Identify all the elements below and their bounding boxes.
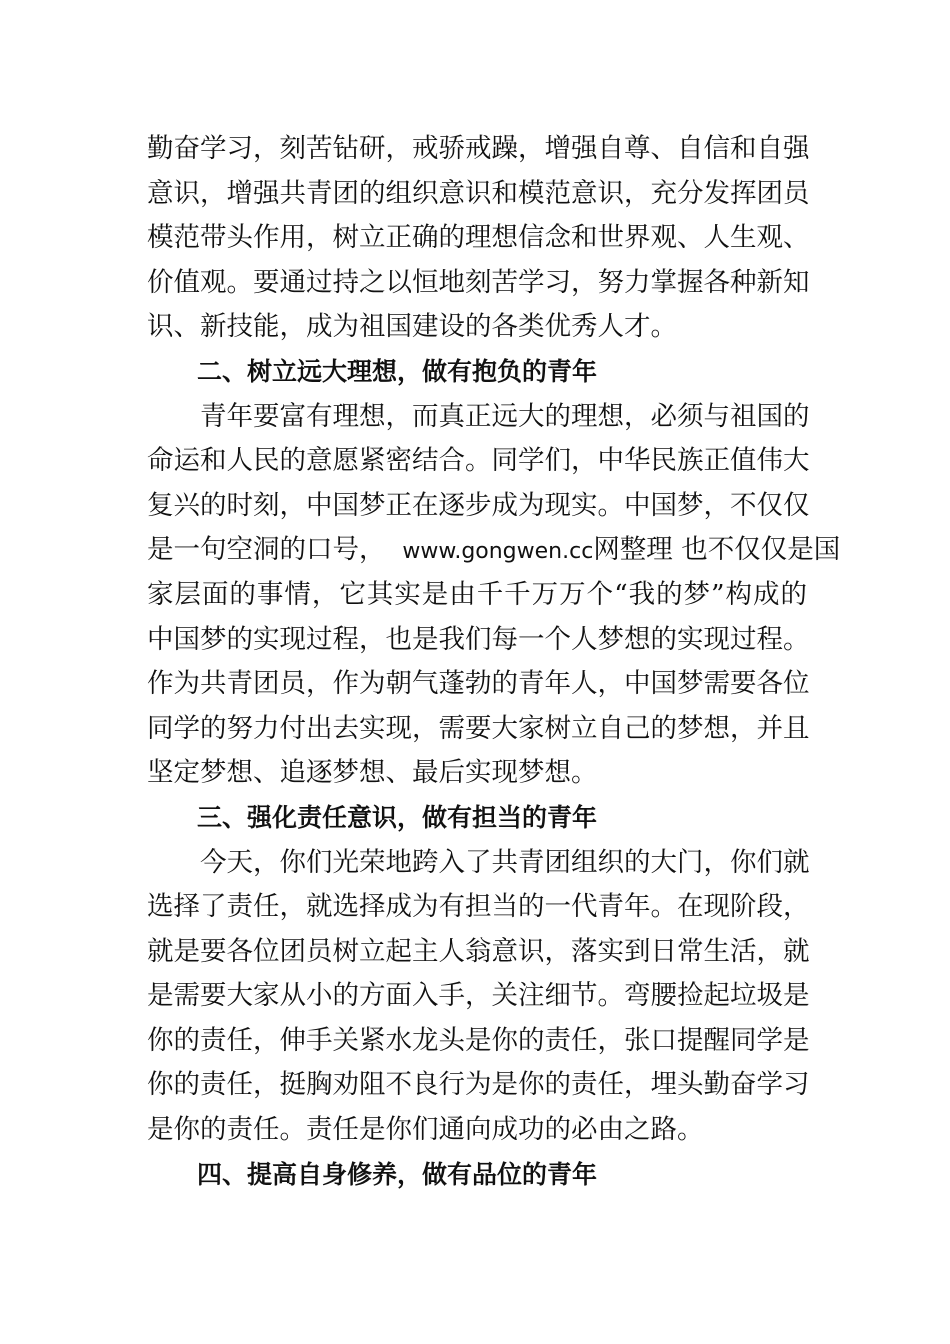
para3-line-5: 你的责任，伸手关紧水龙头是你的责任，张口提醒同学是 xyxy=(147,1024,810,1056)
para2-line-2: 命运和人民的意愿紧密结合。同学们，中华民族正值伟大 xyxy=(147,445,810,477)
para2-line-8: 同学的努力付出去实现，需要大家树立自己的梦想，并且 xyxy=(147,712,810,744)
para1-line-2: 意识，增强共青团的组织意识和模范意识，充分发挥团员 xyxy=(147,177,810,209)
para2-line-4-head: 是一句空洞的口号， xyxy=(147,534,386,566)
para2-line-1: 青年要富有理想，而真正远大的理想，必须与祖国的 xyxy=(200,400,810,432)
section-heading-3: 三、强化责任意识，做有担当的青年 xyxy=(197,802,598,832)
para2-line-9: 坚定梦想、追逐梦想、最后实现梦想。 xyxy=(147,757,598,789)
para2-line-7: 作为共青团员，作为朝气蓬勃的青年人，中国梦需要各位 xyxy=(147,668,810,700)
para2-line-4 xyxy=(147,528,841,573)
source-url: www.gongwen.cc xyxy=(402,539,594,565)
para2-line-6: 中国梦的实现过程，也是我们每一个人梦想的实现过程。 xyxy=(147,623,810,655)
para3-line-6: 你的责任，挺胸劝阻不良行为是你的责任，埋头勤奋学习 xyxy=(147,1069,810,1101)
para1-line-4: 价值观。要通过持之以恒地刻苦学习，努力掌握各种新知 xyxy=(147,266,810,298)
para2-line-5: 家层面的事情，它其实是由千千万万个“我的梦”构成的 xyxy=(147,578,807,610)
para2-line-3: 复兴的时刻，中国梦正在逐步成为现实。中国梦，不仅仅 xyxy=(147,489,810,521)
para1-line-3: 模范带头作用，树立正确的理想信念和世界观、人生观、 xyxy=(147,222,810,254)
para2-line-4-tail: 网整理 也不仅仅是国 xyxy=(593,534,841,566)
para3-line-7: 是你的责任。责任是你们通向成功的必由之路。 xyxy=(147,1114,704,1146)
section-heading-2: 二、树立远大理想，做有抱负的青年 xyxy=(197,356,598,386)
para3-line-3: 就是要各位团员树立起主人翁意识，落实到日常生活，就 xyxy=(147,935,810,967)
document-body xyxy=(147,127,841,1197)
para1-line-1: 勤奋学习，刻苦钻研，戒骄戒躁，增强自尊、自信和自强 xyxy=(147,133,810,164)
section-heading-4: 四、提高自身修养，做有品位的青年 xyxy=(197,1159,598,1189)
para3-line-2: 选择了责任，就选择成为有担当的一代青年。在现阶段， xyxy=(147,891,810,923)
para3-line-4: 是需要大家从小的方面入手，关注细节。弯腰捡起垃圾是 xyxy=(147,980,810,1012)
para3-line-1: 今天，你们光荣地跨入了共青团组织的大门，你们就 xyxy=(200,846,810,878)
para1-line-5: 识、新技能，成为祖国建设的各类优秀人才。 xyxy=(147,311,677,343)
